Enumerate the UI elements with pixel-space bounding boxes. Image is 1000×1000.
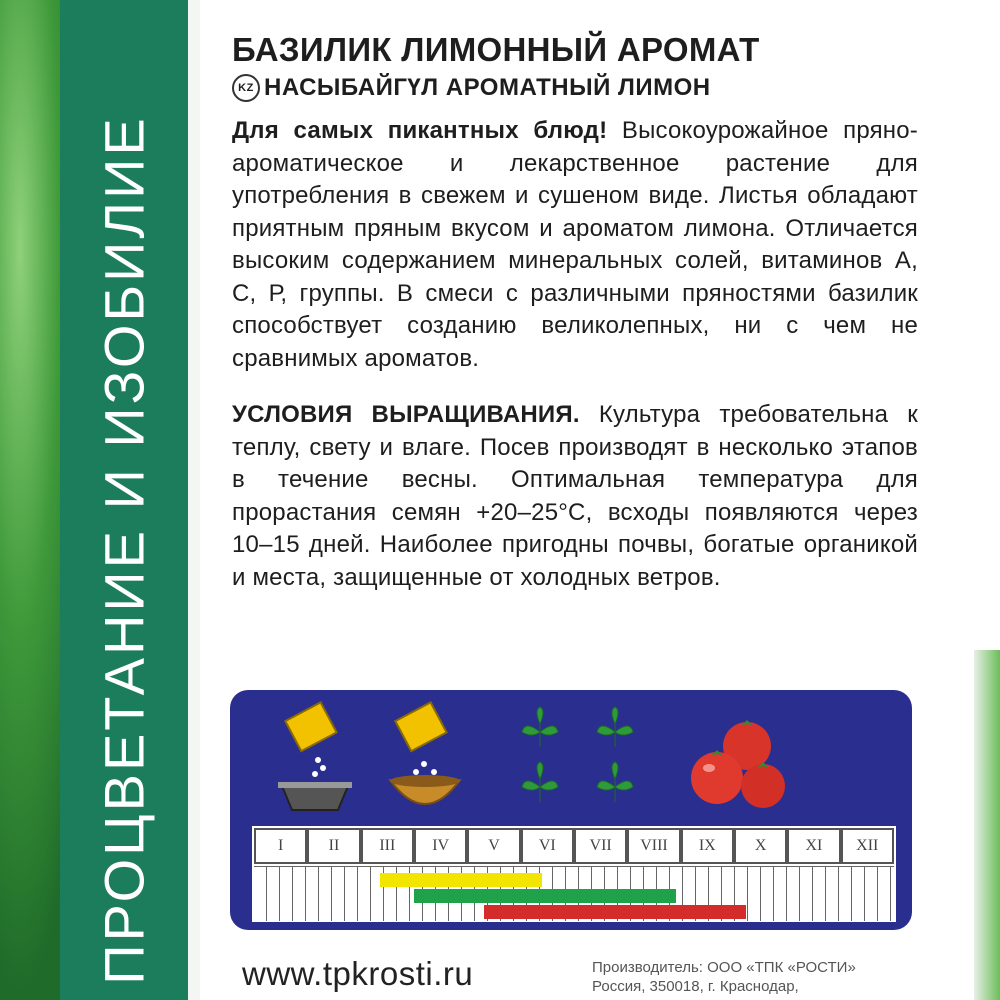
month-cell: VII [574, 828, 627, 864]
description-text: Высокоурожайное пряно-ароматическое и лекарственное растение для употребления в свежем и сушеном виде. Листья обладают приятным пряным вкусом и ароматом лимона. Отличается высоким содержанием минеральных солей, витаминов А, С, Р, группы. В смеси с различными пряностями базилик способствует созданию великолепных, ни с чем не сравнимых ароматов. [232, 117, 918, 372]
month-cell: II [307, 828, 360, 864]
kz-badge-icon: KZ [232, 74, 260, 102]
growing-paragraph [232, 399, 918, 594]
sowing-calendar [230, 690, 912, 930]
month-cell: III [361, 828, 414, 864]
seed-packet-bowl-icon [380, 698, 470, 818]
growing-text: Культура требовательна к теплу, свету и влаге. Посев производят в несколько этапов в течение весны. Оптимальная температура для прорастания семян +20–25°С, всходы появляются через 10–15 дней. Наиболее пригодны почвы, богатые органикой и места, защищенные от холодных ветров. [232, 401, 918, 591]
months-row [254, 828, 894, 864]
period-bar-green [414, 889, 676, 903]
manufacturer-info [592, 958, 856, 996]
month-cell: VIII [627, 828, 680, 864]
subtitle-text: НАСЫБАЙГҮЛ АРОМАТНЫЙ ЛИМОН [264, 74, 711, 101]
month-cell: IX [681, 828, 734, 864]
month-cell: VI [521, 828, 574, 864]
side-slogan: ПРОЦВЕТАНИЕ И ИЗОБИЛИЕ [92, 115, 156, 985]
side-slogan-wrap [60, 0, 188, 1000]
manufacturer-line1: Производитель: ООО «ТПК «РОСТИ» [592, 959, 856, 976]
month-cell: XI [787, 828, 840, 864]
period-bar-red [484, 905, 746, 919]
growing-lead: УСЛОВИЯ ВЫРАЩИВАНИЯ. [232, 401, 580, 428]
product-subtitle [232, 72, 918, 104]
month-cell: V [467, 828, 520, 864]
seed-packet-pot-icon [270, 698, 360, 818]
right-leaf-edge [974, 650, 1000, 1000]
month-cell: X [734, 828, 787, 864]
description-paragraph [232, 115, 918, 375]
divider [188, 0, 200, 1000]
description-block [232, 30, 918, 618]
month-grid [252, 826, 896, 922]
seedlings-icon [510, 702, 660, 812]
website-link[interactable]: www.tpkrosti.ru [242, 955, 474, 992]
tomatoes-icon [685, 710, 795, 815]
product-title: БАЗИЛИК ЛИМОННЫЙ АРОМАТ [232, 31, 760, 68]
description-lead: Для самых пикантных блюд! [232, 117, 608, 144]
month-cell: I [254, 828, 307, 864]
period-stripes [254, 866, 894, 921]
calendar-icons [230, 690, 912, 820]
manufacturer-line2: Россия, 350018, г. Краснодар, [592, 978, 799, 995]
period-bar-yellow [380, 873, 542, 887]
month-cell: IV [414, 828, 467, 864]
month-cell: XII [841, 828, 894, 864]
